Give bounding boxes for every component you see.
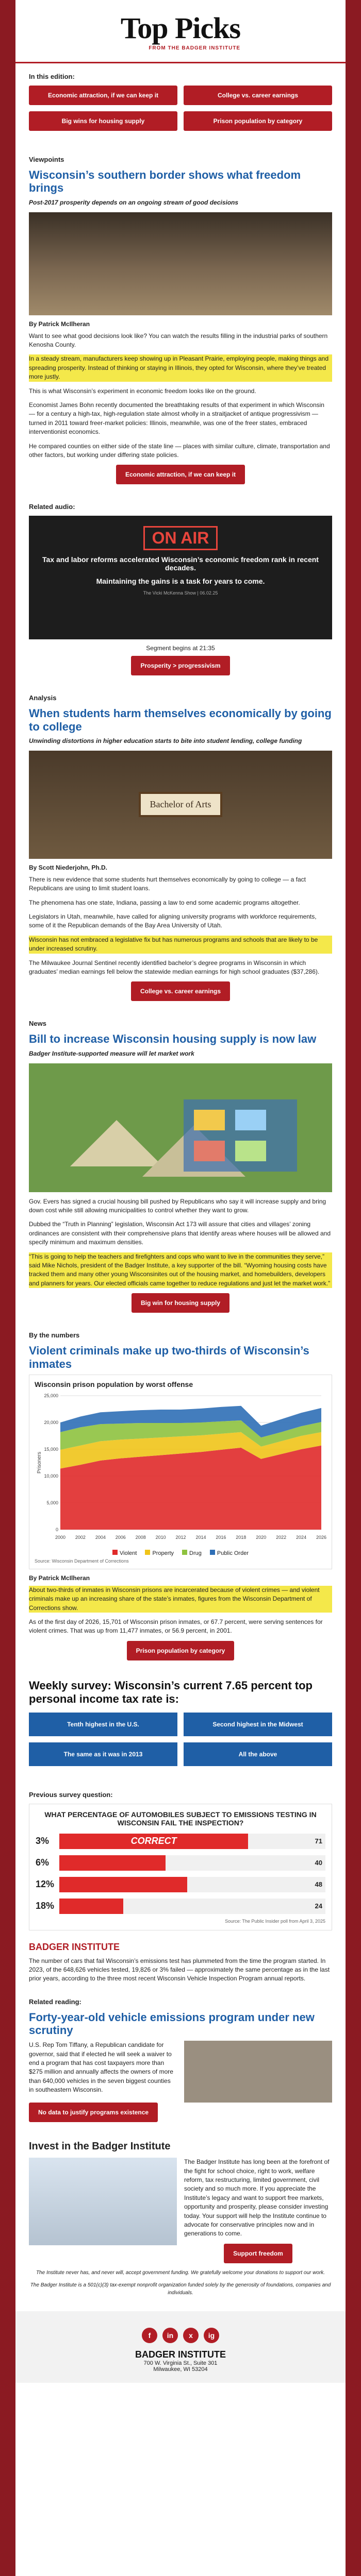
result-row	[36, 1832, 325, 1851]
byline: By Patrick McIlheran	[29, 1574, 90, 1582]
highlighted-paragraph: About two-thirds of inmates in Wisconsin prisons are incarcerated because of violent crimes — and violent criminals make up an increasing share of the state’s inmates, figures from the Wisconsin Department of Corrections show.	[29, 1586, 332, 1613]
paragraph: The Milwaukee Journal Sentinel recently identified bachelor’s degree programs in Wisconsin in which graduates’ median earnings fell below the statewide median earnings for high school graduates ($37,286).	[29, 959, 320, 975]
invest-note-1: The Institute never has, and never will, accept government funding. We gratefully welcome your donations to support our work.	[36, 2269, 325, 2276]
news-section	[15, 1010, 346, 1322]
invest-note-2: The Badger Institute is a 501(c)(3) tax-exempt nonprofit organization funded solely by the generosity of foundations, companies and individuals.	[30, 2282, 331, 2296]
y-tick-label: 0	[55, 1527, 58, 1532]
legend-item: Public Order	[210, 1550, 249, 1556]
legend-item: Violent	[112, 1550, 137, 1556]
survey-option-4[interactable]: All the above	[184, 1742, 332, 1766]
result-bar	[59, 1899, 123, 1914]
highlighted-paragraph: In a steady stream, manufacturers keep showing up in Pleasant Prairie, employing people, making things and spreading prosperity. Instead of thinking or staying in Illinois, they opted for Wisconsin, where they’ve treated more justly.	[29, 354, 332, 381]
result-value: 24	[315, 1902, 322, 1910]
legend-item: Drug	[182, 1550, 202, 1556]
paragraph: There is new evidence that some students hurt themselves economically by going to college — a fact Republicans are using to limit student loans.	[29, 875, 306, 892]
housing-illustration	[29, 1063, 332, 1192]
survey-option-3[interactable]: The same as it was in 2013	[29, 1742, 177, 1766]
article-title[interactable]: Bill to increase Wisconsin housing supply is now law	[29, 1032, 317, 1046]
x-tick-label: 2000	[55, 1534, 66, 1540]
read-more-button[interactable]: No data to justify programs existence	[29, 2103, 158, 2122]
y-tick-label: 5,000	[46, 1500, 58, 1505]
read-more-button[interactable]: College vs. career earnings	[131, 981, 230, 1001]
related-section	[15, 1998, 346, 2132]
y-axis-label: Prisoners	[37, 1451, 42, 1473]
paragraph: He compared counties on either side of the state line — places with similar culture, climate, transportation and other factors, but working under differing state policies.	[29, 442, 330, 459]
edition-label: In this edition:	[29, 73, 75, 80]
industrial-park-photo	[29, 212, 332, 315]
edition-button-1[interactable]: Economic attraction, if we can keep it	[29, 86, 177, 105]
footer-org: BADGER INSTITUTE	[135, 2349, 226, 2360]
paragraph: U.S. Rep Tom Tiffany, a Republican candidate for governor, said that if elected he will seek a waiver to end a program that has cost taxpayers more than $275 million and annually affects the owners of more than 640,000 vehicles in the seven biggest counties in southeastern Wisconsin.	[29, 2041, 173, 2094]
segment-time: Segment begins at 21:35	[146, 645, 215, 652]
housing-photo	[29, 1063, 332, 1192]
paragraph: Dubbed the “Truth in Planning” legislation, Wisconsin Act 173 will assure that cities and villages’ zoning ordinances are consistent with their comprehensive plans that identify areas where houses will be allowed and specify minimum and maximum densities.	[29, 1221, 331, 1246]
article-deck: Unwinding distortions in higher education starts to bite into student lending, college funding	[29, 737, 302, 744]
results-source: Source: The Public Insider poll from April 3, 2025	[225, 1918, 325, 1924]
x-tick-label: 2024	[296, 1534, 307, 1540]
audio-line-1: Tax and labor reforms accelerated Wisconsin’s economic freedom rank in recent decades.	[42, 555, 319, 572]
read-more-button[interactable]: Prison population by category	[127, 1641, 235, 1660]
survey-title: Weekly survey: Wisconsin’s current 7.65 percent top personal income tax rate is:	[29, 1679, 313, 1706]
survey-section	[15, 1670, 346, 1782]
edition-section	[15, 63, 346, 146]
logo	[121, 11, 240, 51]
edition-button-3[interactable]: Big wins for housing supply	[29, 111, 177, 131]
audio-section	[15, 494, 346, 685]
section-label: Analysis	[29, 694, 57, 702]
edition-button-2[interactable]: College vs. career earnings	[184, 86, 332, 105]
chart-legend	[35, 1550, 326, 1556]
result-track	[59, 1877, 325, 1892]
article-deck: Post-2017 prosperity depends on an ongoing stream of good decisions	[29, 198, 239, 206]
result-value: 40	[315, 1858, 322, 1867]
x-tick-label: 2006	[115, 1534, 126, 1540]
x-tick-label: 2010	[155, 1534, 166, 1540]
result-row	[36, 1875, 325, 1894]
results-question: WHAT PERCENTAGE OF AUTOMOBILES SUBJECT TO EMISSIONS TESTING IN WISCONSIN FAIL THE INSPECTION?	[44, 1810, 317, 1827]
audio-caption: The Vicki McKenna Show | 06.02.25	[143, 590, 218, 596]
result-label: 6%	[36, 1857, 50, 1868]
linkedin-icon[interactable]: in	[162, 2328, 178, 2343]
article-title[interactable]: Wisconsin’s southern border shows what freedom brings	[29, 168, 301, 195]
survey-option-2[interactable]: Second highest in the Midwest	[184, 1713, 332, 1736]
result-label: 12%	[36, 1879, 55, 1890]
smog-check-photo	[184, 2041, 332, 2103]
facebook-icon[interactable]: f	[142, 2328, 157, 2343]
x-tick-label: 2012	[175, 1534, 186, 1540]
area-chart	[35, 1391, 326, 1545]
result-track	[59, 1834, 325, 1849]
x-tick-label: 2014	[195, 1534, 206, 1540]
paragraph: Want to see what good decisions look like? You can watch the results filling in the industrial parks of southern Kenosha County.	[29, 332, 328, 348]
paragraph: Legislators in Utah, meanwhile, have called for aligning university programs with workforce requirements, some of it the Republican demands of the Bay Area University of Utah.	[29, 913, 317, 929]
survey-option-1[interactable]: Tenth highest in the U.S.	[29, 1713, 177, 1736]
instagram-icon[interactable]: ig	[204, 2328, 219, 2343]
y-tick-label: 15,000	[44, 1446, 58, 1452]
invest-title: Invest in the Badger Institute	[29, 2141, 171, 2153]
support-freedom-button[interactable]: Support freedom	[224, 2244, 292, 2263]
article-title[interactable]: Forty-year-old vehicle emissions program under new scrutiny	[29, 2010, 315, 2037]
x-tick-label: 2020	[256, 1534, 267, 1540]
footer-address-2: Milwaukee, WI 53204	[153, 2366, 208, 2373]
footer-address-1: 700 W. Virginia St., Suite 301	[143, 2360, 218, 2367]
results-card	[29, 1804, 332, 1930]
section-label: Previous survey question:	[29, 1790, 113, 1799]
masthead	[15, 0, 346, 63]
paragraph: The Badger Institute has long been at the forefront of the fight for school choice, right to work, welfare reform, tax restructuring, limited government, civil society and so much more. If you appreciate the Institute’s legacy and want to support free markets, opportunity and prosperity, please consider investing today. Your support will help the Institute continue to advocate for conservative principles now and in generations to come.	[184, 2158, 330, 2238]
article-deck: Badger Institute-supported measure will let market work	[29, 1049, 194, 1057]
read-more-button[interactable]: Economic attraction, if we can keep it	[116, 465, 245, 484]
masthead-from: FROM THE BADGER INSTITUTE	[149, 45, 241, 51]
result-bar	[59, 1855, 166, 1871]
result-row	[36, 1897, 325, 1916]
byline: By Patrick McIlheran	[29, 320, 90, 328]
edition-button-4[interactable]: Prison population by category	[184, 111, 332, 131]
paragraph: The number of cars that fail Wisconsin’s emissions test has plummeted from the time the program started. In 2023, of the 648,626 vehicles tested, 19,826 or 3% failed — approximately the same percentage as in the last prior years, according to the three most recent Wisconsin Vehicle Inspection Program annual reports.	[29, 1957, 330, 1982]
y-tick-label: 20,000	[44, 1419, 58, 1425]
x-tick-label: 2026	[316, 1534, 326, 1540]
result-bar	[59, 1877, 187, 1892]
audio-line-2: Maintaining the gains is a task for years to come.	[96, 577, 265, 586]
prison-chart	[29, 1375, 332, 1569]
byline: By Scott Niederjohn, Ph.D.	[29, 863, 108, 871]
read-more-button[interactable]: Big win for housing supply	[132, 1293, 229, 1313]
previous-survey-section	[15, 1782, 346, 1940]
x-tick-label: 2008	[135, 1534, 146, 1540]
x-icon[interactable]: x	[183, 2328, 199, 2343]
x-tick-label: 2018	[236, 1534, 247, 1540]
paragraph: This is what Wisconsin’s experiment in economic freedom looks like on the ground.	[29, 387, 256, 395]
newsletter	[15, 0, 346, 2576]
section-label: Viewpoints	[29, 156, 64, 163]
audio-button[interactable]: Prosperity > progressivism	[131, 656, 229, 675]
viewpoints-section	[15, 146, 346, 494]
result-value: 48	[315, 1880, 322, 1888]
result-label: 18%	[36, 1901, 55, 1911]
masthead-title: Top Picks	[120, 11, 241, 45]
results-bars	[36, 1832, 325, 1916]
legend-item: Property	[145, 1550, 174, 1556]
footer	[15, 2311, 346, 2383]
x-tick-label: 2002	[75, 1534, 86, 1540]
y-tick-label: 10,000	[44, 1473, 58, 1479]
article-title[interactable]: Violent criminals make up two-thirds of Wisconsin’s inmates	[29, 1344, 309, 1370]
result-value: 71	[315, 1837, 322, 1845]
paragraph: Gov. Evers has signed a crucial housing bill pushed by Republicans who say it will increase supply and bring down cost while still allowing municipalities to control whether they want to grow.	[29, 1197, 326, 1214]
bachelor-sign: Bachelor of Arts	[139, 792, 223, 817]
chart-source: Source: Wisconsin Department of Corrections	[35, 1558, 129, 1564]
highlighted-paragraph: “This is going to help the teachers and firefighters and cops who want to live in the communities they serve,” said Mike Nichols, president of the Badger Institute, a key supporter of the bill. “Wyoming housing costs have tracked them and many other young Wisconsinites out of the housing market, and homebuilders, developers and planners for years. Our elected officials came together to reduce regulations and just let the market work.”	[29, 1252, 332, 1289]
paragraph: Economist James Bohn recently documented the breathtaking results of that experiment in which Wisconsin — for a century a high-tax, high-regulation state almost wholly in a straitjacket of antique progressivism — turned in 2011 toward freer-market policies: Illinois, meanwhile, was one of the freer states, embraced interventionist economics.	[29, 401, 324, 436]
x-tick-label: 2004	[95, 1534, 106, 1540]
paragraph: As of the first day of 2026, 15,701 of Wisconsin prison inmates, or 67.7 percent, were serving sentences for violent crimes. That was up from 11,477 inmates, or 56.9 percent, in 2001.	[29, 1618, 323, 1635]
invest-section	[15, 2131, 346, 2311]
result-track	[59, 1855, 325, 1871]
x-tick-label: 2016	[216, 1534, 226, 1540]
y-tick-label: 25,000	[44, 1393, 58, 1398]
result-bar: CORRECT	[59, 1834, 248, 1849]
section-label: Related reading:	[29, 1997, 81, 2006]
result-track	[59, 1899, 325, 1914]
chart-title: Wisconsin prison population by worst offense	[35, 1380, 193, 1388]
classroom-photo	[29, 751, 332, 859]
result-label: 3%	[36, 1836, 50, 1846]
capitol-photo	[29, 2158, 177, 2245]
on-air-sign: ON AIR	[143, 526, 218, 550]
analysis-section	[15, 685, 346, 1010]
section-label: By the numbers	[29, 1331, 80, 1340]
result-row	[36, 1854, 325, 1872]
x-tick-label: 2022	[276, 1534, 287, 1540]
highlighted-paragraph: Wisconsin has not embraced a legislative fix but has numerous programs and schools that are likely to be under increased scrutiny.	[29, 936, 332, 954]
paragraph: The phenomena has one state, Indiana, passing a law to end some academic programs altogether.	[29, 899, 300, 906]
emissions-explainer	[15, 1942, 346, 1998]
social-links	[29, 2328, 332, 2343]
section-label: Related audio:	[29, 503, 75, 511]
article-title[interactable]: When students harm themselves economically by going to college	[29, 707, 332, 733]
badger-logo-small: BADGER INSTITUTE	[29, 1941, 120, 1952]
section-label: News	[29, 1020, 46, 1028]
numbers-section	[15, 1322, 346, 1670]
audio-card[interactable]	[29, 516, 332, 639]
